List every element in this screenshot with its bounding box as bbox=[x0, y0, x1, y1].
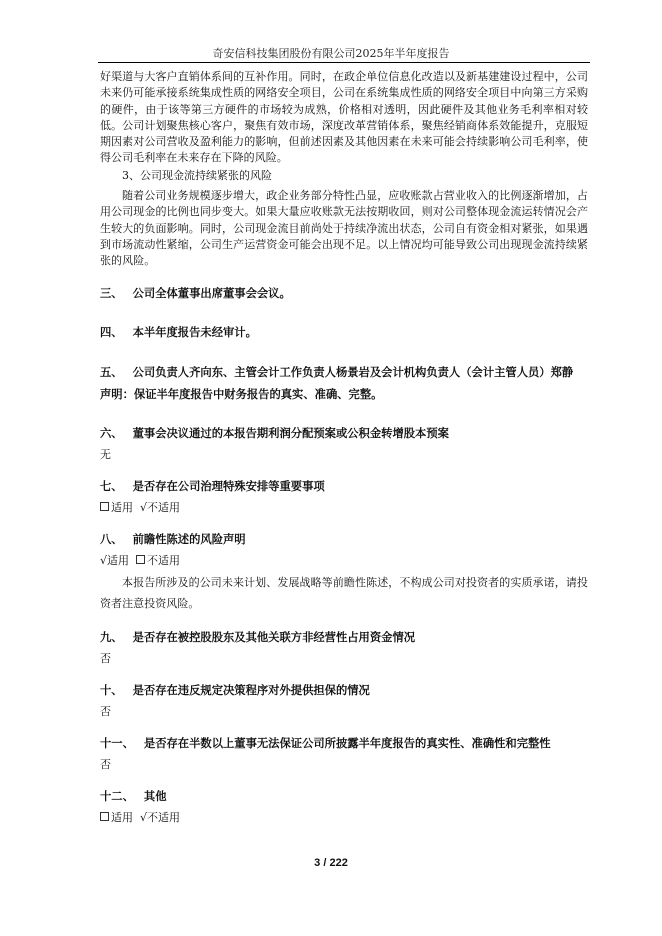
section-12-title: 其他 bbox=[143, 789, 167, 803]
section-9-answer: 否 bbox=[100, 651, 111, 665]
section-3-title: 公司全体董事出席董事会会议。 bbox=[132, 286, 291, 300]
section-9-number: 九、 bbox=[100, 630, 123, 644]
section-5-title-line2: 声明：保证半年度报告中财务报告的真实、准确、完整。 bbox=[100, 387, 383, 401]
checkbox-icon bbox=[100, 502, 109, 511]
section-3 bbox=[100, 284, 588, 303]
section-12-option-not-applicable: √不适用 bbox=[140, 810, 181, 824]
section-8-number: 八、 bbox=[100, 532, 123, 546]
paragraph-gross-margin-risk: 好渠道与大客户直销体系间的互补作用。同时，在政企单位信息化改造以及新基建建设过程中，公司未来仍可能承接系统集成性质的网络安全项目，公司在系统集成性质的网络安全项目中向第三方采购的硬件，由于该等第三方硬件的市场较为成熟，价格相对透明，因此硬件及其他业务毛利率相对较低。公司计划聚焦核心客户，聚焦有效市场，深度改革营销体系，聚焦经销商体系效能提升，克服短期因素对公司营收及盈利能力的影响，但前述因素及其他因素在未来可能会持续影响公司毛利率，使得公司毛利率在未来存在下降的风险。 bbox=[100, 70, 588, 165]
section-8-option-not-applicable: 不适用 bbox=[147, 553, 181, 567]
section-12-options bbox=[100, 810, 588, 826]
section-10-answer: 否 bbox=[100, 704, 111, 718]
section-8 bbox=[100, 530, 588, 549]
section-10-title: 是否存在违反规定决策程序对外提供担保的情况 bbox=[132, 683, 370, 697]
page-number: 3 / 222 bbox=[314, 857, 348, 869]
section-10-number: 十、 bbox=[100, 683, 123, 697]
section-7-title: 是否存在公司治理特殊安排等重要事项 bbox=[132, 479, 325, 493]
section-11-answer: 否 bbox=[100, 757, 111, 771]
section-6 bbox=[100, 424, 588, 443]
checkbox-icon bbox=[100, 812, 109, 821]
section-12-number: 十二、 bbox=[100, 789, 134, 803]
section-7-option-not-applicable: √不适用 bbox=[140, 500, 181, 514]
section-7 bbox=[100, 477, 588, 496]
section-4-number: 四、 bbox=[100, 325, 123, 339]
section-11 bbox=[100, 734, 588, 753]
section-7-options bbox=[100, 500, 588, 516]
section-8-body: 本报告所涉及的公司未来计划、发展战略等前瞻性陈述，不构成公司对投资者的实质承诺，请投资者注意投资风险。 bbox=[100, 575, 588, 610]
section-7-number: 七、 bbox=[100, 479, 123, 493]
section-9-title: 是否存在被控股股东及其他关联方非经营性占用资金情况 bbox=[132, 630, 416, 644]
section-11-title: 是否存在半数以上董事无法保证公司所披露半年度报告的真实性、准确性和完整性 bbox=[143, 736, 551, 750]
section-4 bbox=[100, 323, 588, 342]
section-8-title: 前瞻性陈述的风险声明 bbox=[132, 532, 246, 546]
section-7-option-applicable: 适用 bbox=[111, 500, 133, 514]
checkbox-icon bbox=[136, 555, 145, 564]
section-10 bbox=[100, 681, 588, 700]
page-header: 奇安信科技集团股份有限公司2025年半年度报告 bbox=[212, 47, 450, 60]
section-9 bbox=[100, 628, 588, 647]
page-content bbox=[100, 69, 588, 826]
section-6-title: 董事会决议通过的本报告期利润分配预案或公积金转增股本预案 bbox=[132, 426, 449, 440]
section-5-number: 五、 bbox=[100, 365, 123, 379]
section-5 bbox=[100, 362, 588, 406]
section-3-number: 三、 bbox=[100, 286, 123, 300]
section-12 bbox=[100, 787, 588, 806]
section-5-title: 公司负责人齐向东、主管会计工作负责人杨景岩及会计机构负责人（会计主管人员）郑静 bbox=[132, 365, 574, 379]
subheading-cashflow-risk: 3、公司现金流持续紧张的风险 bbox=[122, 168, 272, 182]
section-12-option-applicable: 适用 bbox=[111, 810, 133, 824]
section-11-number: 十一、 bbox=[100, 736, 134, 750]
section-4-title: 本半年度报告未经审计。 bbox=[132, 325, 257, 339]
header-divider bbox=[98, 62, 590, 63]
section-8-options bbox=[100, 553, 588, 569]
section-6-answer: 无 bbox=[100, 447, 111, 461]
paragraph-cashflow-risk: 随着公司业务规模逐步增大，政企业务部分特性凸显，应收账款占营业收入的比例逐渐增加，占用公司现金的比例也同步变大。如果大量应收账款无法按期收回，则对公司整体现金流运转情况会产生较大的负面影响。同时，公司现金流目前尚处于持续净流出状态，公司自有资金相对紧张，如果遇到市场流动性紧缩，公司生产运营资金可能会出现不足。以上情况均可能导致公司出现现金流持续紧张的风险。 bbox=[100, 189, 588, 268]
section-8-option-applicable: √适用 bbox=[100, 553, 130, 567]
section-6-number: 六、 bbox=[100, 426, 123, 440]
